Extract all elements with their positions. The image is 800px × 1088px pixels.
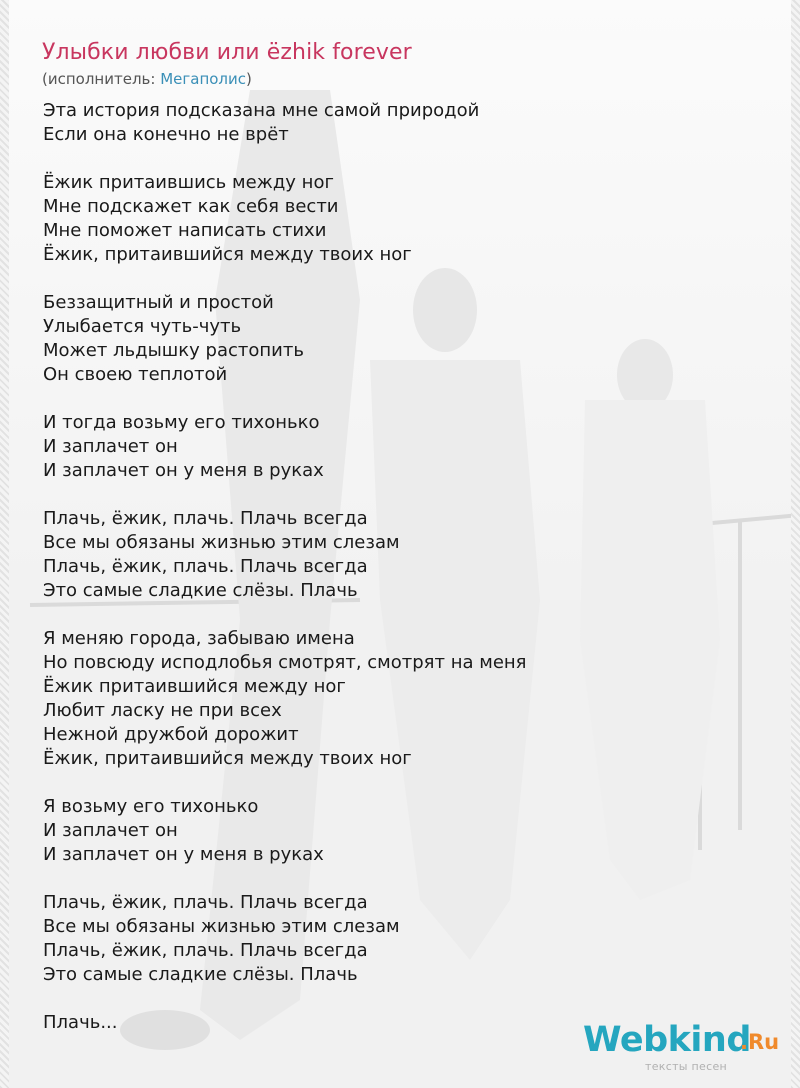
lyrics-line: Мне поможет написать стихи bbox=[43, 220, 327, 241]
artist-line bbox=[42, 70, 252, 88]
lyrics-line: Я возьму его тихонько bbox=[43, 796, 259, 817]
lyrics-line: Плачь, ёжик, плачь. Плачь всегда bbox=[43, 940, 368, 961]
lyrics-line: Нежной дружбой дорожит bbox=[43, 724, 299, 745]
artist-link[interactable]: Мегаполис bbox=[160, 70, 247, 88]
lyrics-line: Если она конечно не врёт bbox=[43, 124, 289, 145]
lyrics-line: Все мы обязаны жизнью этим слезам bbox=[43, 532, 400, 553]
brand-tagline: тексты песен bbox=[645, 1060, 728, 1073]
lyrics-line: И заплачет он у меня в руках bbox=[43, 844, 324, 865]
lyrics-stanza bbox=[43, 891, 763, 987]
lyrics-line: Плачь, ёжик, плачь. Плачь всегда bbox=[43, 892, 368, 913]
lyrics-line: И заплачет он у меня в руках bbox=[43, 460, 324, 481]
artist-suffix: ) bbox=[246, 70, 252, 88]
lyrics-line: Но повсюду исподлобья смотрят, смотрят на меня bbox=[43, 652, 527, 673]
left-border-stripe bbox=[0, 0, 9, 1088]
lyrics-stanza bbox=[43, 291, 763, 387]
lyrics-stanza bbox=[43, 627, 763, 771]
lyrics-line: Плачь... bbox=[43, 1012, 118, 1033]
brand-logo-tld: .Ru bbox=[740, 1030, 780, 1054]
lyrics-line: Плачь, ёжик, плачь. Плачь всегда bbox=[43, 508, 368, 529]
lyrics-line: И заплачет он bbox=[43, 436, 178, 457]
lyrics-line: Улыбается чуть-чуть bbox=[43, 316, 242, 337]
lyrics-line: Любит ласку не при всех bbox=[43, 700, 282, 721]
lyrics-line: Это самые сладкие слёзы. Плачь bbox=[43, 964, 358, 985]
lyrics-line: Эта история подсказана мне самой природой bbox=[43, 100, 480, 121]
lyrics-line: Мне подскажет как себя вести bbox=[43, 196, 339, 217]
lyrics-line: Плачь, ёжик, плачь. Плачь всегда bbox=[43, 556, 368, 577]
lyrics-line: Все мы обязаны жизнью этим слезам bbox=[43, 916, 400, 937]
song-title: Улыбки любви или ёzhik forever bbox=[42, 40, 412, 65]
lyrics-stanza bbox=[43, 795, 763, 867]
lyrics-line: И заплачет он bbox=[43, 820, 178, 841]
lyrics-line: Он своею теплотой bbox=[43, 364, 228, 385]
lyrics-stanza bbox=[43, 411, 763, 483]
lyrics-line: Беззащитный и простой bbox=[43, 292, 274, 313]
lyrics-line: Ёжик притаившись между ног bbox=[43, 172, 334, 193]
lyrics-stanza bbox=[43, 99, 763, 147]
lyrics-stanza bbox=[43, 171, 763, 267]
brand-logo-text: Webkind bbox=[583, 1020, 751, 1060]
lyrics-line: Ёжик притаившийся между ног bbox=[43, 676, 346, 697]
lyrics-line: Я меняю города, забываю имена bbox=[43, 628, 355, 649]
site-watermark bbox=[583, 1020, 783, 1080]
artist-prefix: (исполнитель: bbox=[42, 70, 161, 88]
lyrics-line: Это самые сладкие слёзы. Плачь bbox=[43, 580, 358, 601]
lyrics-stanza bbox=[43, 507, 763, 603]
lyrics-text bbox=[43, 99, 763, 1059]
lyrics-line: Может льдышку растопить bbox=[43, 340, 304, 361]
lyrics-line: Ёжик, притаившийся между твоих ног bbox=[43, 244, 412, 265]
right-border-stripe bbox=[791, 0, 800, 1088]
lyrics-line: Ёжик, притаившийся между твоих ног bbox=[43, 748, 412, 769]
lyrics-line: И тогда возьму его тихонько bbox=[43, 412, 320, 433]
